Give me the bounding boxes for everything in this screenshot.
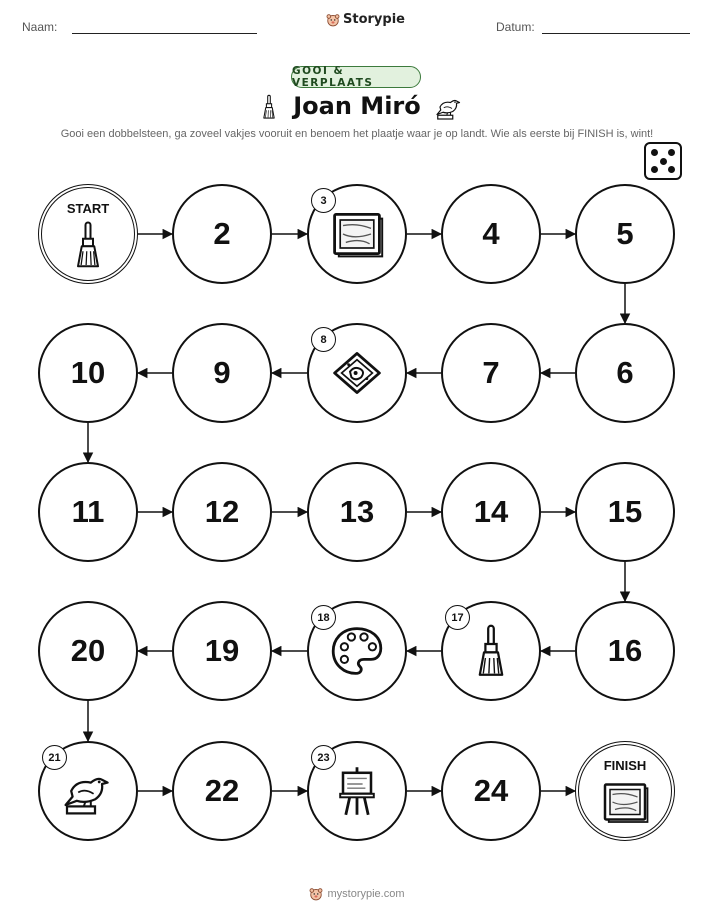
board-space-23 [307, 741, 407, 841]
brand-name: Storypie [343, 12, 405, 27]
board-space-4 [441, 184, 541, 284]
space-number-badge: 3 [311, 188, 336, 213]
bird-icon [60, 763, 116, 819]
board-space-12 [172, 462, 272, 562]
easel-icon [329, 763, 385, 819]
palette-icon [329, 623, 385, 679]
instructions: Gooi een dobbelsteen, ga zoveel vakjes vooruit en benoem het plaatje waar je op landt. Wie als eerste bij FINISH is, wint! [60, 128, 654, 140]
space-number-badge: 23 [311, 745, 336, 770]
board-space-start [38, 184, 138, 284]
start-label: START [66, 201, 110, 216]
paintbrush-icon [63, 220, 113, 270]
space-number: 2 [213, 216, 231, 251]
board-space-16 [575, 601, 675, 701]
footer-site: mystorypie.com [327, 888, 405, 900]
board-space-14 [441, 462, 541, 562]
board-space-5 [575, 184, 675, 284]
footer [0, 887, 714, 901]
board-space-10 [38, 323, 138, 423]
abstract-painting-icon [329, 345, 385, 401]
space-number-badge: 8 [311, 327, 336, 352]
space-number: 4 [482, 216, 500, 251]
space-number: 12 [204, 494, 240, 529]
canvas-icon [600, 777, 650, 827]
space-number: 16 [607, 633, 643, 668]
space-number: 20 [70, 633, 106, 668]
mascot-icon [309, 887, 323, 901]
board-space-11 [38, 462, 138, 562]
space-number: 7 [482, 355, 500, 390]
board-space-8 [307, 323, 407, 423]
space-number-badge: 17 [445, 605, 470, 630]
space-number-badge: 18 [311, 605, 336, 630]
board-space-finish [575, 741, 675, 841]
space-number: 22 [204, 773, 240, 808]
board-space-20 [38, 601, 138, 701]
paintbrush-icon [463, 623, 519, 679]
space-number-badge: 21 [42, 745, 67, 770]
space-number: 5 [616, 216, 634, 251]
space-number: 9 [213, 355, 231, 390]
board-space-7 [441, 323, 541, 423]
board-space-18 [307, 601, 407, 701]
board-space-9 [172, 323, 272, 423]
board-space-6 [575, 323, 675, 423]
space-number: 11 [71, 494, 105, 529]
finish-label: FINISH [603, 758, 647, 773]
space-number: 13 [339, 494, 375, 529]
canvas-icon [329, 206, 385, 262]
space-number: 24 [473, 773, 509, 808]
board-space-3 [307, 184, 407, 284]
date-label: Datum: [496, 20, 535, 34]
board-space-24 [441, 741, 541, 841]
page-title: Joan Miró [293, 92, 421, 120]
space-number: 14 [473, 494, 509, 529]
board-space-2 [172, 184, 272, 284]
space-number: 15 [607, 494, 643, 529]
board-space-19 [172, 601, 272, 701]
board-space-22 [172, 741, 272, 841]
board-space-13 [307, 462, 407, 562]
name-label: Naam: [22, 20, 58, 34]
board-space-21 [38, 741, 138, 841]
space-number: 10 [70, 355, 106, 390]
space-number: 6 [616, 355, 634, 390]
board-space-15 [575, 462, 675, 562]
board-space-17 [441, 601, 541, 701]
space-number: 19 [204, 633, 240, 668]
activity-tag: GOOI & VERPLAATS [291, 66, 421, 88]
